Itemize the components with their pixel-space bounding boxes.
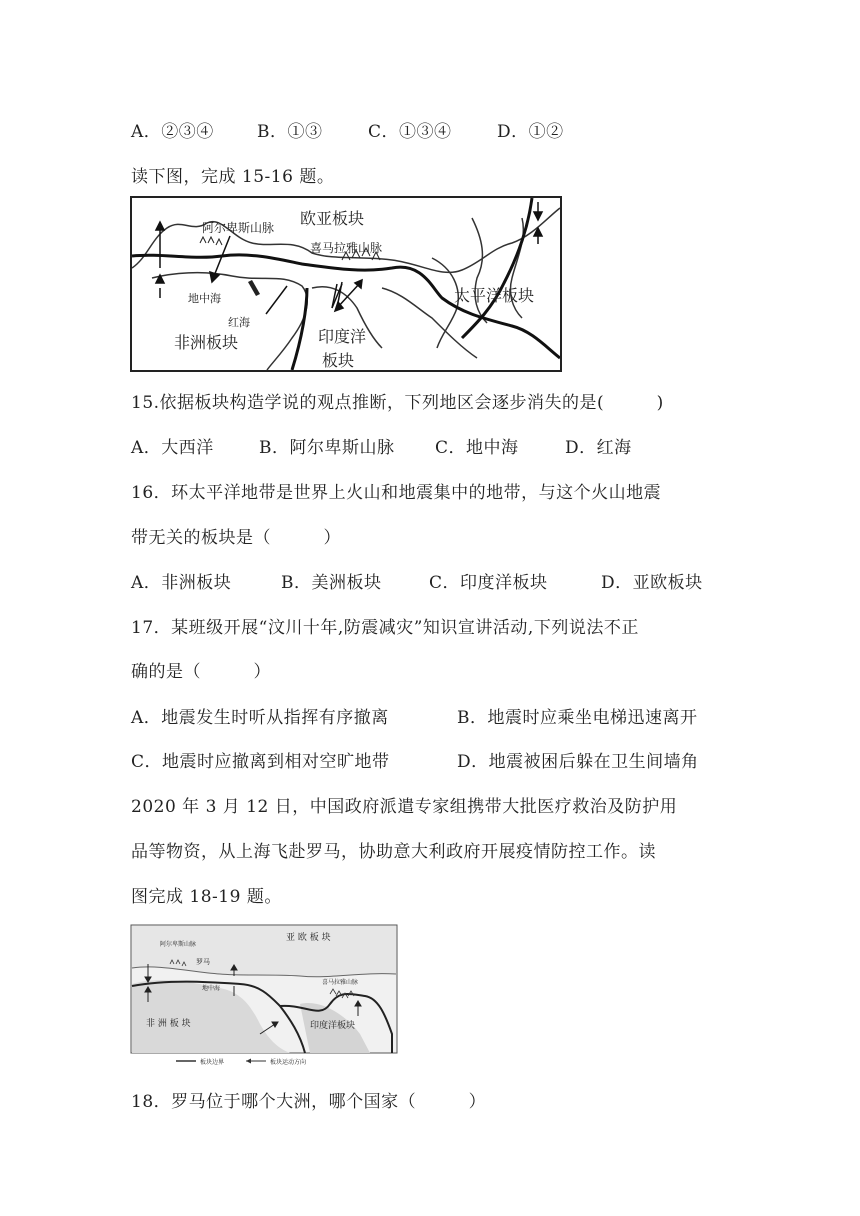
- q17-stem-line-2: 确的是（ ）: [131, 662, 271, 682]
- q16-option-c: C．印度洋板块: [429, 573, 548, 593]
- q17-options-row-1: [131, 703, 698, 728]
- q16-option-d: D．亚欧板块: [601, 573, 703, 593]
- map2-label-indian: 印度洋板块: [310, 1021, 356, 1031]
- map2-legend-boundary: 板块边界: [200, 1059, 225, 1066]
- map2-label-mediterranean: 地中海: [202, 985, 221, 992]
- map2-label-himalaya: 喜马拉雅山脉: [322, 979, 359, 986]
- legend-arrow-head: [246, 1059, 251, 1064]
- map1-label-africa: 非洲板块: [174, 333, 239, 352]
- map1-label-mediterranean: 地中海: [188, 292, 221, 305]
- intro-18-19-line-2: 品等物资，从上海飞赴罗马，协助意大利政府开展疫情防控工作。读: [131, 842, 656, 862]
- plate-map-2: [130, 924, 398, 1066]
- map1-label-indian-2: 板块: [322, 351, 355, 370]
- plate-map-1-drawing: [132, 198, 560, 370]
- plate-map-1: [130, 196, 562, 372]
- map1-label-red-sea: 红海: [228, 316, 250, 329]
- map1-label-pacific: 太平洋板块: [454, 286, 535, 305]
- map1-label-eurasia: 欧亚板块: [300, 209, 365, 228]
- q17-option-b: B．地震时应乘坐电梯迅速离开: [457, 708, 698, 728]
- map2-label-africa: 非 洲 板 块: [146, 1019, 191, 1029]
- map1-label-himalaya: 喜马拉雅山脉: [310, 241, 383, 255]
- q15-options: [131, 433, 632, 458]
- map2-label-alps: 阿尔卑斯山脉: [160, 941, 197, 948]
- q17-option-c: C．地震时应撤离到相对空旷地带: [131, 752, 390, 772]
- q16-option-a: A．非洲板块: [131, 573, 232, 593]
- intro-18-19-line-3: 图完成 18-19 题。: [131, 887, 282, 907]
- plate-map-2-drawing: [130, 924, 398, 1066]
- q18-stem: 18．罗马位于哪个大洲，哪个国家（ ）: [131, 1092, 487, 1112]
- q16-stem-line-1: 16．环太平洋地带是世界上火山和地震集中的地带，与这个火山地震: [131, 483, 662, 503]
- q14-option-a: A．②③④: [131, 122, 214, 142]
- q17-option-a: A．地震发生时听从指挥有序撤离: [131, 708, 389, 728]
- q17-stem-line-1: 17．某班级开展“汶川十年,防震减灾”知识宣讲活动,下列说法不正: [131, 618, 639, 638]
- map1-label-alps: 阿尔卑斯山脉: [202, 221, 275, 235]
- q15-option-d: D．红海: [565, 438, 632, 458]
- intro-18-19-line-1: 2020 年 3 月 12 日，中国政府派遣专家组携带大批医疗救治及防护用: [131, 797, 678, 817]
- map2-label-rome: 罗马: [196, 958, 210, 966]
- map2-legend-motion: 板块运动方向: [270, 1059, 307, 1066]
- q15-option-c: C．地中海: [435, 438, 519, 458]
- q15-option-b: B．阿尔卑斯山脉: [259, 438, 395, 458]
- q16-option-b: B．美洲板块: [281, 573, 382, 593]
- q15-option-a: A．大西洋: [131, 438, 214, 458]
- q16-options: [131, 568, 703, 593]
- map1-label-indian-1: 印度洋: [318, 327, 367, 346]
- q14-option-b: B．①③: [257, 122, 323, 142]
- q17-options-row-2: [131, 747, 699, 772]
- q15-stem: 15.依据板块构造学说的观点推断，下列地区会逐步消失的是( ): [131, 393, 664, 413]
- q14-option-c: C．①③④: [368, 122, 452, 142]
- q14-options: [131, 117, 564, 142]
- q17-option-d: D．地震被困后躲在卫生间墙角: [457, 752, 699, 772]
- map2-label-asia-europe: 亚 欧 板 块: [286, 933, 331, 943]
- q14-option-d: D．①②: [497, 122, 564, 142]
- intro-15-16: 读下图，完成 15-16 题。: [131, 167, 335, 187]
- q16-stem-line-2: 带无关的板块是（ ）: [131, 528, 341, 548]
